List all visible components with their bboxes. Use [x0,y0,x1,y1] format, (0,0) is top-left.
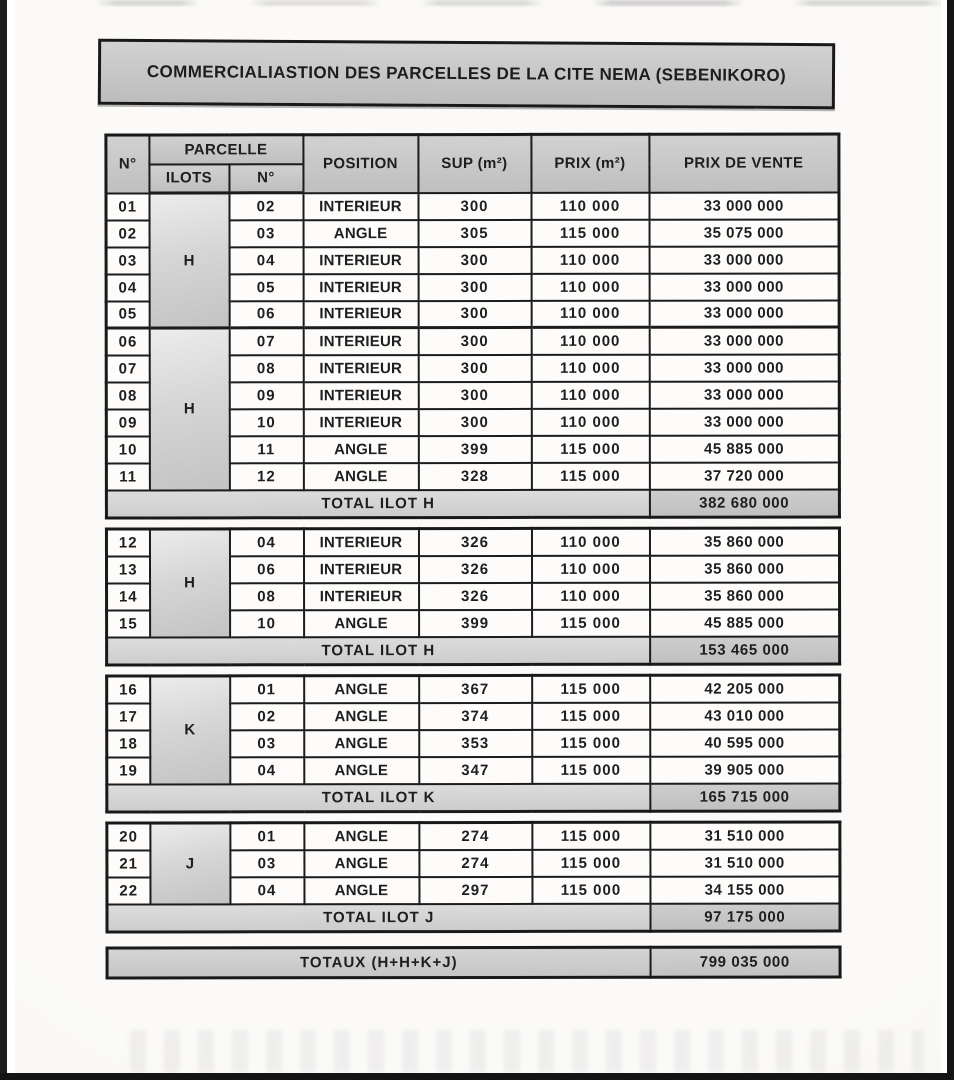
total-value: 382 680 000 [649,489,839,517]
total-label: TOTAL ILOT H [107,636,650,665]
header-prix-de-vente: PRIX DE VENTE [649,134,839,192]
cell-sup: 326 [418,528,531,555]
cell-sup: 300 [418,381,531,408]
cell-prix-de-vente: 40 595 000 [650,729,840,756]
cell-no: 11 [106,463,149,490]
table-row [106,192,839,220]
header-position: POSITION [303,135,418,193]
cell-prix-de-vente: 35 075 000 [649,219,839,246]
grand-total-value: 799 035 000 [650,947,840,977]
cell-sup: 367 [419,675,532,702]
parcels-table-section-4 [105,820,841,933]
cell-sup: 399 [419,609,532,636]
cell-prix: 115 000 [531,462,649,489]
cell-no: 19 [107,757,150,784]
cell-sup: 374 [419,702,532,729]
cell-no: 18 [107,730,150,757]
cell-prix-de-vente: 31 510 000 [650,822,840,849]
total-row [107,783,840,812]
grand-total-label: TOTAUX (H+H+K+J) [107,947,650,978]
cell-no: 10 [106,436,149,463]
cell-position: INTERIEUR [304,583,419,610]
ilot-letter-cell: H [149,529,229,637]
cell-position: ANGLE [303,436,418,463]
header-sup: SUP (m²) [418,134,531,192]
cell-position: INTERIEUR [303,409,418,436]
cell-sup: 347 [419,756,532,783]
cell-sup: 300 [418,408,531,435]
ilot-letter-cell: J [150,823,230,904]
cell-parcelle-no: 06 [229,301,303,328]
cell-prix-de-vente: 42 205 000 [650,675,840,702]
cell-prix: 115 000 [532,609,650,636]
total-label: TOTAL ILOT H [106,489,649,518]
total-value: 165 715 000 [650,783,840,811]
cell-prix-de-vente: 35 860 000 [649,528,839,555]
cell-parcelle-no: 12 [229,463,303,490]
cell-prix-de-vente: 33 000 000 [649,354,839,381]
cell-no: 20 [107,823,150,850]
cell-no: 06 [106,328,149,355]
scan-border-right [947,0,954,1080]
total-value: 97 175 000 [650,903,840,931]
cell-no: 21 [107,850,150,877]
cell-prix: 110 000 [531,354,649,381]
header-prix: PRIX (m²) [531,134,649,192]
cell-sup: 274 [419,849,532,876]
cell-no: 09 [106,409,149,436]
header-parcelle-no: N° [229,164,303,193]
parcels-tables-area [104,132,838,987]
cell-parcelle-no: 08 [230,583,304,610]
cell-prix-de-vente: 43 010 000 [650,702,840,729]
cell-parcelle-no: 10 [229,409,303,436]
cell-prix: 110 000 [532,582,650,609]
table-row [107,675,840,703]
cell-position: ANGLE [304,877,419,904]
cell-sup: 353 [419,729,532,756]
cell-parcelle-no: 03 [230,850,304,877]
ilot-letter-cell: H [149,328,229,490]
cell-no: 01 [106,193,149,220]
cell-prix-de-vente: 45 885 000 [650,609,840,636]
cell-prix: 110 000 [531,246,649,273]
cell-prix-de-vente: 33 000 000 [649,327,839,354]
cell-prix: 115 000 [532,729,650,756]
cell-prix: 110 000 [531,408,649,435]
cell-sup: 300 [418,300,531,327]
cell-prix: 110 000 [531,273,649,300]
document-title: COMMERCIALIASTION DES PARCELLES DE LA CITE NEMA (SEBENIKORO) [146,62,787,85]
cell-prix-de-vente: 33 000 000 [649,192,839,219]
parcels-table-section-3 [105,673,841,813]
cell-position: INTERIEUR [303,301,418,328]
cell-sup: 274 [419,822,532,849]
cell-position: ANGLE [304,730,419,757]
cell-prix-de-vente: 35 860 000 [650,582,840,609]
cell-position: INTERIEUR [303,529,418,556]
cell-prix: 110 000 [531,381,649,408]
table-row [107,822,840,850]
cell-parcelle-no: 04 [230,877,304,904]
cell-prix-de-vente: 37 720 000 [649,462,839,489]
cell-parcelle-no: 02 [230,703,304,730]
cell-position: INTERIEUR [303,247,418,274]
header-parcelle: PARCELLE [149,135,303,164]
cell-position: INTERIEUR [303,193,418,220]
total-label: TOTAL ILOT K [107,783,650,812]
cell-prix-de-vente: 45 885 000 [649,435,839,462]
cell-no: 17 [107,703,150,730]
cell-parcelle-no: 05 [229,274,303,301]
total-row [107,903,840,932]
cell-prix-de-vente: 33 000 000 [649,381,839,408]
cell-position: INTERIEUR [303,382,418,409]
cell-position: ANGLE [304,823,419,850]
cell-prix: 110 000 [531,555,649,582]
cell-prix: 115 000 [532,756,650,783]
header-no: N° [106,135,149,193]
cell-parcelle-no: 03 [229,220,303,247]
cell-no: 03 [106,247,149,274]
table-row [106,327,839,355]
scan-border-left [0,0,7,1080]
cell-position: INTERIEUR [303,556,418,583]
cell-prix: 110 000 [531,192,649,219]
table-sections [104,132,838,933]
ilot-letter-cell: H [149,193,229,328]
cell-sup: 300 [418,327,531,354]
cell-parcelle-no: 04 [230,757,304,784]
cell-parcelle-no: 07 [229,328,303,355]
cell-prix: 115 000 [532,849,650,876]
cell-prix: 115 000 [532,876,650,903]
cell-prix: 115 000 [531,435,649,462]
cell-prix-de-vente: 34 155 000 [650,876,840,903]
cell-sup: 305 [418,219,531,246]
grand-total-row [107,947,840,978]
cell-parcelle-no: 09 [229,382,303,409]
cell-parcelle-no: 06 [229,556,303,583]
cell-prix-de-vente: 31 510 000 [650,849,840,876]
cell-parcelle-no: 04 [229,529,303,556]
cell-parcelle-no: 01 [230,823,304,850]
cell-prix: 110 000 [531,327,649,354]
cell-position: ANGLE [304,610,419,637]
cell-position: ANGLE [303,220,418,247]
cell-prix-de-vente: 33 000 000 [649,246,839,273]
cell-prix: 115 000 [532,675,650,702]
cell-sup: 297 [419,876,532,903]
cell-no: 02 [106,220,149,247]
cell-prix-de-vente: 35 860 000 [649,555,839,582]
parcels-table-section-1 [104,132,841,519]
cell-prix-de-vente: 39 905 000 [650,756,840,783]
cell-position: INTERIEUR [303,274,418,301]
cell-prix: 115 000 [532,822,650,849]
cell-parcelle-no: 08 [229,355,303,382]
cell-no: 16 [107,676,150,703]
table-row [106,528,839,556]
cell-parcelle-no: 03 [230,730,304,757]
cell-sup: 328 [418,462,531,489]
header-ilots: ILOTS [149,164,229,193]
scan-border-bottom [0,1073,954,1080]
cell-parcelle-no: 01 [230,676,304,703]
total-row [106,489,839,518]
parcels-table-section-2 [105,526,841,666]
cell-position: ANGLE [303,463,418,490]
cell-parcelle-no: 11 [229,436,303,463]
cell-position: INTERIEUR [303,355,418,382]
cell-no: 07 [106,355,149,382]
cell-position: ANGLE [304,703,419,730]
cell-prix: 115 000 [532,702,650,729]
cell-parcelle-no: 10 [230,610,304,637]
scan-top-artifact [0,0,954,6]
scan-bottom-artifact [130,1030,924,1072]
cell-prix-de-vente: 33 000 000 [649,408,839,435]
cell-position: ANGLE [304,676,419,703]
cell-sup: 300 [418,246,531,273]
cell-no: 05 [106,301,149,328]
cell-no: 14 [107,583,150,610]
total-value: 153 465 000 [650,636,840,664]
total-row [107,636,840,665]
cell-no: 13 [106,556,149,583]
cell-prix: 115 000 [531,219,649,246]
cell-prix-de-vente: 33 000 000 [649,300,839,327]
cell-no: 22 [107,877,150,904]
paper-edge-left [7,0,15,1080]
cell-no: 08 [106,382,149,409]
total-label: TOTAL ILOT J [107,903,650,932]
cell-position: ANGLE [304,757,419,784]
document-title-banner [98,39,835,110]
cell-sup: 326 [419,582,532,609]
cell-prix-de-vente: 33 000 000 [649,273,839,300]
header-row-1 [106,134,839,164]
ilot-letter-cell: K [150,676,230,784]
grand-total-table [106,945,842,979]
cell-sup: 326 [418,555,531,582]
cell-sup: 300 [418,354,531,381]
cell-prix: 110 000 [531,528,649,555]
cell-sup: 399 [418,435,531,462]
cell-no: 15 [107,610,150,637]
cell-no: 12 [106,529,149,556]
cell-sup: 300 [418,273,531,300]
cell-prix: 110 000 [531,300,649,327]
cell-sup: 300 [418,192,531,219]
cell-position: ANGLE [304,850,419,877]
cell-no: 04 [106,274,149,301]
cell-parcelle-no: 02 [229,193,303,220]
cell-position: INTERIEUR [303,328,418,355]
cell-parcelle-no: 04 [229,247,303,274]
